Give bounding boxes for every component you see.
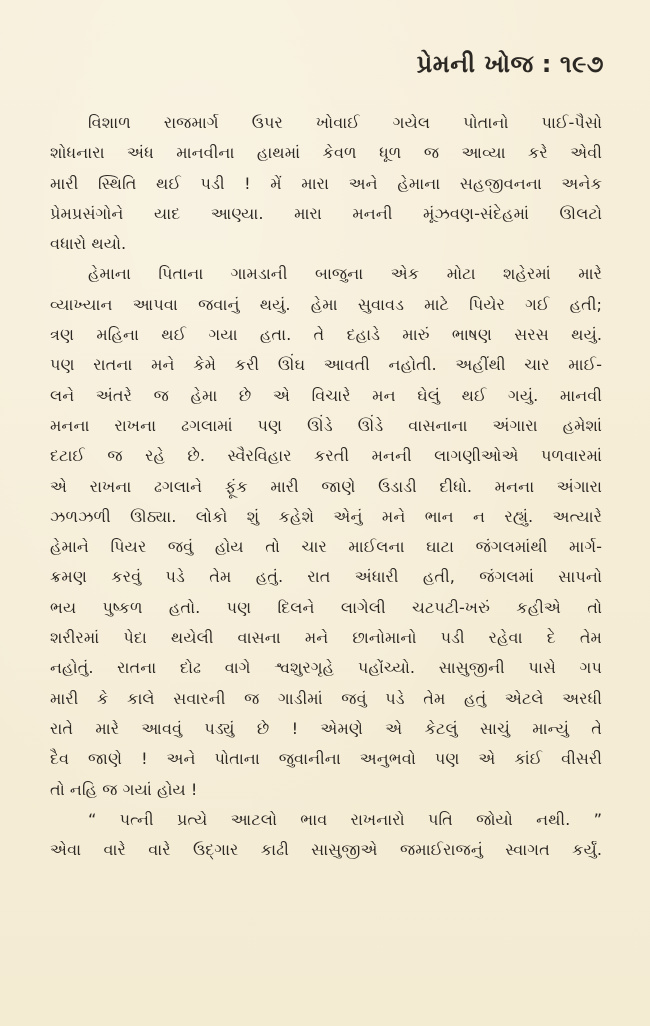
text-line: નહોતું. રાતના દોઢ વાગે શ્વશુરગૃહે પહોંચ્યો. સાસુજીની પાસે ગપ — [50, 658, 602, 678]
text-line: શોધનારા અંધ માનવીના હાથમાં કેવળ ધૂળ જ આવ્યા કરે એવી — [50, 143, 602, 163]
text-line: લને અંતરે જ હેમા છે એ વિચારે મન ઘેલું થઈ ગયું. માનવી — [50, 385, 602, 405]
text-line: એ રાખના ઢગલાને ફૂંક મારી જાણે ઉડાડી દીધો. મનના અંગારા — [50, 476, 602, 496]
text-line: ક્રમણ કરવું પડે તેમ હતું. રાત અંધારી હતી, જંગલમાં સાપનો — [50, 567, 602, 587]
text-line: ત્રણ મહિના થઈ ગયા હતા. તે દહાડે મારું ભાષણ સરસ થયું. — [50, 325, 602, 345]
header-separator: : — [541, 50, 552, 78]
text-line: તો નહિ જ ગયાં હોય ! — [50, 779, 198, 799]
text-line: એવા વારે વારે ઉદ્ગાર કાઢી સાસુજીએ જમાઈરાજનું સ્વાગત કર્યું. — [50, 840, 602, 860]
running-header — [417, 50, 604, 78]
text-line: ઝળઝળી ઊઠ્યા. લોકો શું કહેશે એનું મને ભાન ન રહ્યું. અત્યારે — [50, 506, 602, 526]
text-line: રાતે મારે આવવું પડ્યું છે ! એમણે એ કેટલું સાચું માન્યું તે — [50, 718, 602, 738]
text-line: હેમાને પિયર જવું હોય તો ચાર માઈલના ઘાટા જંગલમાંથી માર્ગ- — [50, 537, 602, 557]
header-title: પ્રેમની ખોજ — [416, 50, 534, 78]
text-line: વ્યાખ્યાન આપવા જવાનું થયું. હેમા સુવાવડ માટે પિયેર ગઈ હતી; — [50, 294, 602, 314]
body-text — [50, 108, 602, 865]
text-line: પ્રેમપ્રસંગોને યાદ આણ્યા. મારા મનની મૂંઝવણ-સંદેહમાં ઊલટો — [50, 203, 602, 223]
page-number: ૧૯૭ — [559, 50, 604, 78]
text-line: ભય પુષ્કળ હતો. પણ દિલને લાગેલી ચટપટી-ખરું કહીએ તો — [50, 597, 602, 617]
text-line: વિશાળ રાજમાર્ગ ઉપર ખોવાઈ ગયેલ પોતાનો પાઈ-પૈસો — [88, 113, 602, 132]
text-line: પણ રાતના મને કેમે કરી ઊંઘ આવતી નહોતી. અહીંથી ચાર માઈ- — [50, 355, 602, 375]
quote-line: “ પત્ની પ્રત્યે આટલો ભાવ રાખનારો પતિ જોયો નથી. ” — [88, 809, 602, 829]
text-line: મનના રાખના ઢગલામાં પણ ઊંડે ઊંડે વાસનાના અંગારા હમેશાં — [50, 415, 602, 435]
text-line: શરીરમાં પેદા થયેલી વાસના મને છાનોમાનો પડી રહેવા દે તેમ — [50, 628, 602, 648]
text-line: હેમાના પિતાના ગામડાની બાજુના એક મોટા શહેરમાં મારે — [88, 264, 602, 284]
text-line: વધારો થયો. — [50, 234, 127, 254]
text-line: દટાઈ જ રહે છે. સ્વૈરવિહાર કરતી મનની લાગણીઓએ પળવારમાં — [50, 446, 602, 466]
text-line: મારી સ્થિતિ થઈ પડી ! મેં મારા અને હેમાના સહજીવનના અનેક — [50, 173, 602, 193]
text-line: મારી કે કાલે સવારની જ ગાડીમાં જવું પડે તેમ હતું એટલે અરધી — [50, 688, 602, 708]
text-line: દૈવ જાણે ! અને પોતાના જુવાનીના અનુભવો પણ એ કાંઈ વીસરી — [50, 749, 602, 769]
